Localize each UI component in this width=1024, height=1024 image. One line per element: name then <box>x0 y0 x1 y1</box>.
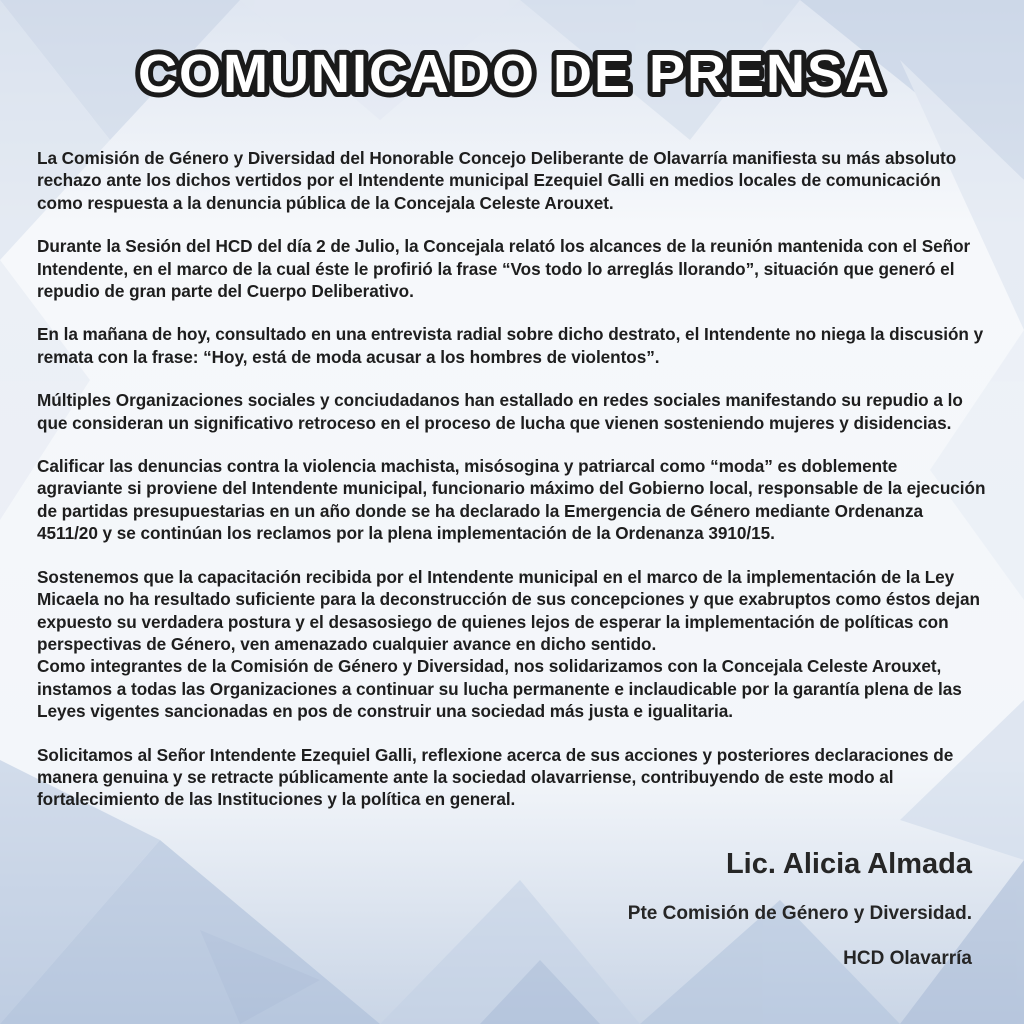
title-text: COMUNICADO DE PRENSA <box>137 44 887 104</box>
signature-organization: HCD Olavarría <box>843 948 972 969</box>
paragraph: Sostenemos que la capacitación recibida por el Intendente municipal en el marco de la implementación de la Ley Micaela no ha resultado suficiente para la deconstrucción de sus concepciones y que exabruptos como éstos dejan expuesto su verdadera postura y el desasosiego de quienes lejos de esperar la implementación de políticas con perspectivas de Género, ven amenazado cualquier avance en dicho sentido. <box>37 566 980 654</box>
paragraph: Solicitamos al Señor Intendente Ezequiel Galli, reflexione acerca de sus acciones y posteriores declaraciones de manera genuina y se retracte públicamente ante la sociedad olavarriense, contribuyendo de este modo al fortalecimiento de las Instituciones y la política en general. <box>37 744 954 810</box>
paragraph: Como integrantes de la Comisión de Género y Diversidad, nos solidarizamos con la Concejala Celeste Arouxet, instamos a todas las Organizaciones a continuar su lucha permanente e inclaudicable por la garantía plena de las Leyes vigentes sancionadas en pos de construir una sociedad más justa e igualitaria. <box>37 656 962 722</box>
paragraph: Durante la Sesión del HCD del día 2 de Julio, la Concejala relató los alcances de la reunión mantenida con el Señor Intendente, en el marco de la cual éste le profirió la frase “Vos todo lo arreglás llorando”, situación que generó el repudio de gran parte del Cuerpo Deliberativo. <box>37 236 971 302</box>
paragraph: Múltiples Organizaciones sociales y conciudadanos han estallado en redes sociales manifestando su repudio a lo que consideran un significativo retroceso en el proceso de lucha que vienen sosteniendo mujeres y disidencias. <box>37 390 963 433</box>
paragraph: Calificar las denuncias contra la violencia machista, misósogina y patriarcal como “moda” es doblemente agraviante si proviene del Intendente municipal, funcionario máximo del Gobierno local, responsable de la ejecución de partidas presupuestarias en un año donde se ha declarado la Emergencia de Género mediante Ordenanza 4511/20 y se continúan los reclamos por la plena implementación de la Ordenanza 3910/15. <box>37 456 986 544</box>
signature-name: Lic. Alicia Almada <box>725 848 972 880</box>
signature-role: Pte Comisión de Género y Diversidad. <box>627 903 972 924</box>
press-release-body <box>37 147 987 832</box>
press-release-title <box>0 28 1024 118</box>
paragraph: La Comisión de Género y Diversidad del Honorable Concejo Deliberante de Olavarría manifiesta su más absoluto rechazo ante los dichos vertidos por el Intendente municipal Ezequiel Galli en medios locales de comunicación como respuesta a la denuncia pública de la Concejala Celeste Arouxet. <box>37 148 957 213</box>
paragraph: En la mañana de hoy, consultado en una entrevista radial sobre dicho destrato, el Intendente no niega la discusión y remata con la frase: “Hoy, está de moda acusar a los hombres de violentos”. <box>37 324 984 367</box>
